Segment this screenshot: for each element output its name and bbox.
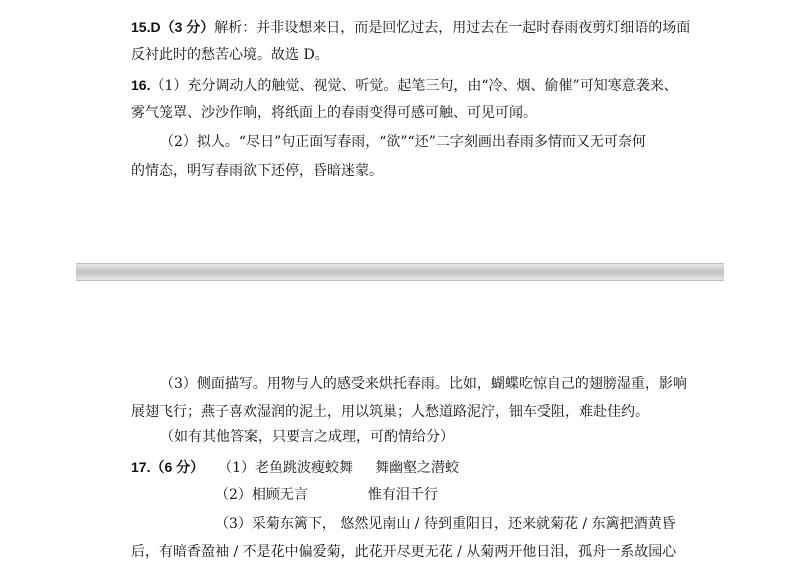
q17-item2-a: （2）相顾无言 — [215, 487, 308, 503]
q15-label: 15.D（3 分） — [131, 19, 215, 35]
q16-note: （如有其他答案，只要言之成理，可酌情给分） — [160, 429, 454, 445]
q15-line-1 — [131, 18, 690, 37]
q16-label: 16. — [131, 77, 151, 93]
q15-text: 解析：并非设想来日，而是回忆过去，用过去在一起时春雨夜剪灯细语的场面 — [214, 20, 691, 36]
q16-text: （1）充分调动人的触觉、视觉、听觉。起笔三句，由“冷、烟、偷催”可知寒意袭来、 — [150, 78, 678, 94]
q16-line-1 — [131, 76, 678, 95]
q17-item2-b: 惟有泪千行 — [367, 487, 438, 503]
q17-line-4: 后，有暗香盈袖 / 不是花中偏爱菊，此花开尽更无花 / 从菊两开他日泪，孤舟一系故园心 — [131, 544, 677, 560]
q16-line-3: （2）拟人。“尽日”句正面写春雨，“欲”“还”二字刻画出春雨多情而又无可奈何 — [160, 134, 646, 150]
q16-line-4: 的情态，明写春雨欲下还停，昏暗迷蒙。 — [131, 163, 383, 179]
q15-line-2: 反衬此时的愁苦心境。故选 D。 — [131, 47, 329, 63]
q17-label: 17.（6 分） — [131, 459, 205, 475]
q17-line-3: （3）采菊东篱下， 悠然见南山 / 待到重阳日，还来就菊花 / 东篱把酒黄昏 — [215, 516, 676, 532]
q17-item1-a: （1）老鱼跳波瘦蛟舞 — [218, 460, 354, 476]
q17-line-1 — [131, 458, 459, 477]
q16-line-5: （3）侧面描写。用物与人的感受来烘托春雨。比如，蝴蝶吃惊自己的翅膀湿重，影响 — [160, 376, 687, 392]
page-divider — [76, 263, 724, 281]
q17-line-2 — [215, 486, 438, 504]
q17-item1-b: 舞幽壑之潜蛟 — [375, 460, 460, 476]
q16-line-6: 展翅飞行；燕子喜欢湿润的泥土，用以筑巢；人愁道路泥泞，钿车受阻，难赴佳约。 — [131, 404, 649, 420]
q16-line-2: 雾气笼罩、沙沙作响，将纸面上的春雨变得可感可触、可见可闻。 — [131, 105, 537, 121]
